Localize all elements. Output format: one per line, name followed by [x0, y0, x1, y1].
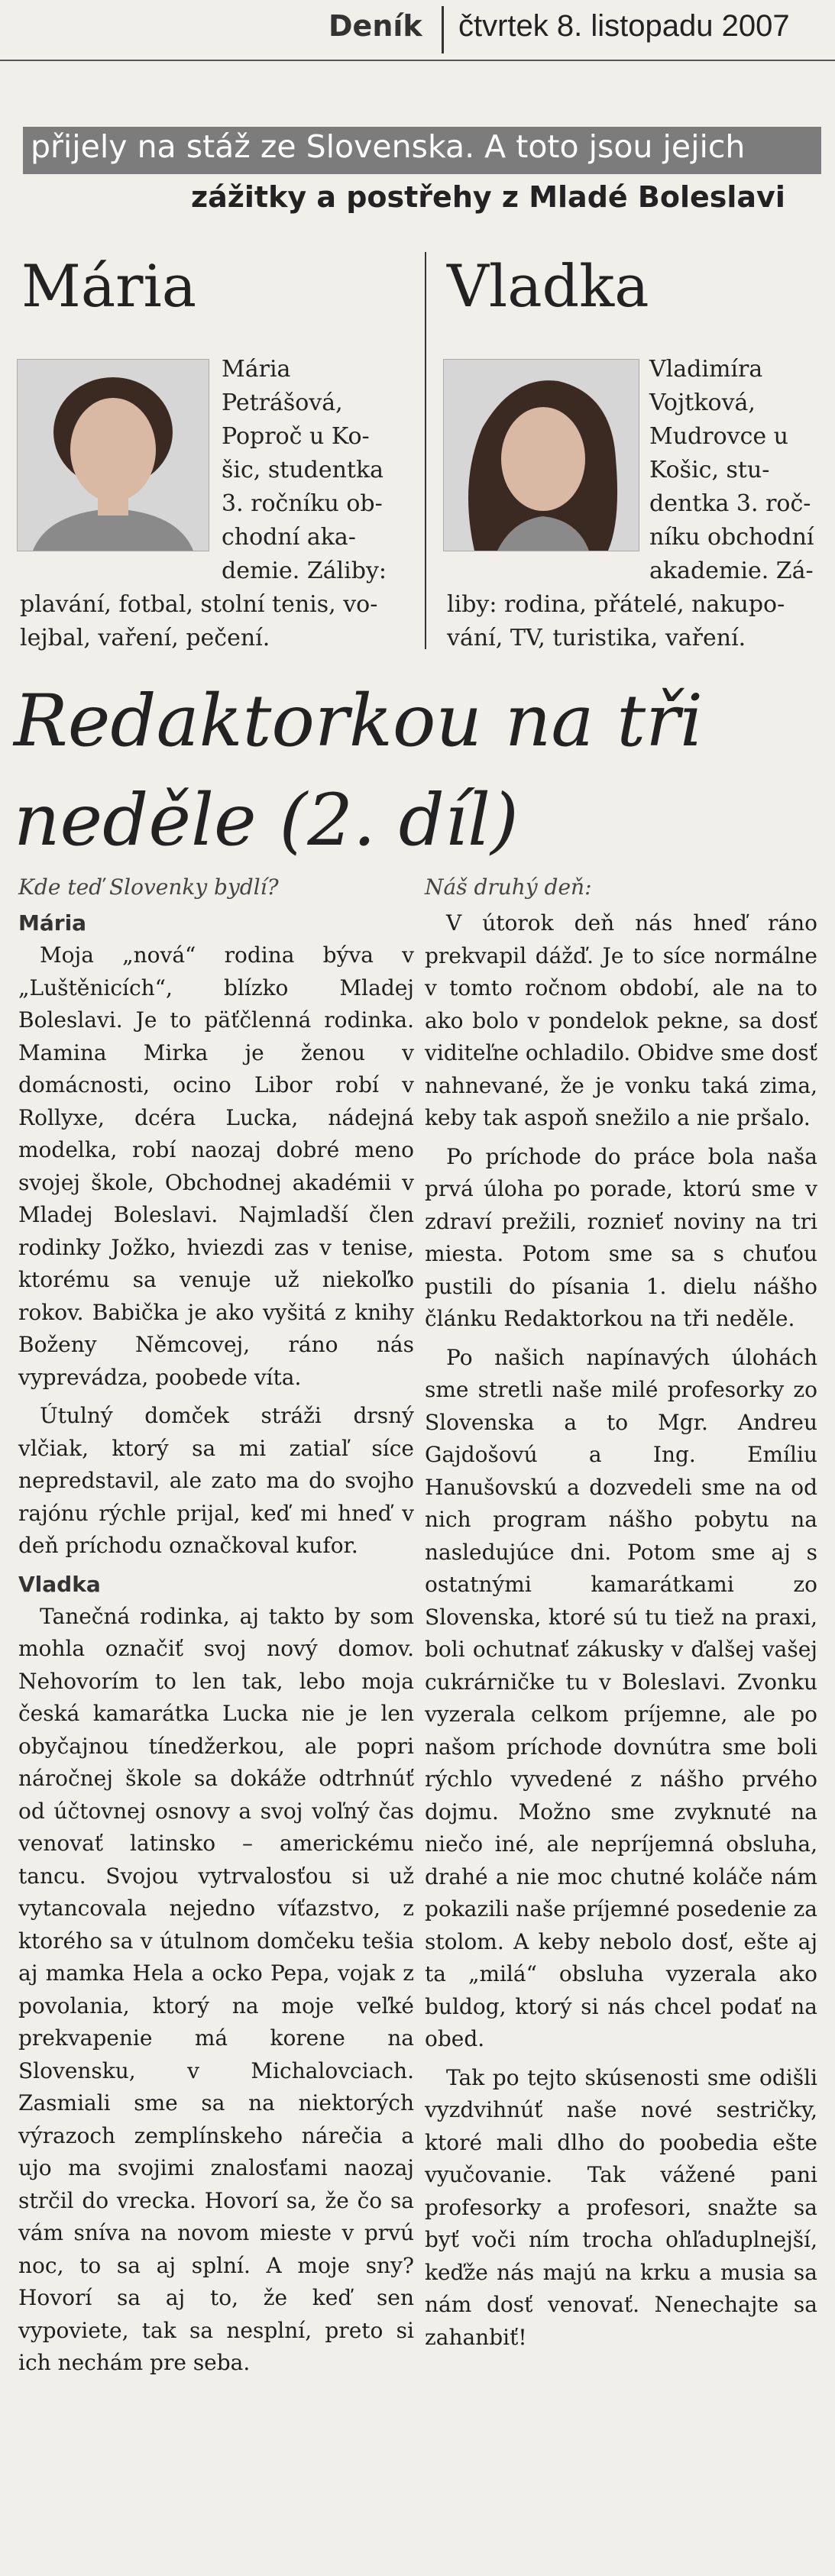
profile-name-vladka: Vladka — [447, 252, 649, 320]
header-divider — [442, 6, 444, 53]
paragraph: Po našich napínavých úlohách sme stretli naše milé profesorky zo Slovenska a to Mgr. Andreu Gajdošovú a Ing. Emíliu Hanušovskú a dozvedeli sme na od nich program nášho pobytu na nasledujúce dni. Potom sme aj s ostatnými kamarátkami zo Slovenska, ktoré sú tu tiež na praxi, boli ochutnať zákusky v ďalšej vašej cukrárničke tu v Boleslavi. Zvonku vyzerala celkom príjemne, ale po našom príchode dovnútra sme boli rýchlo vyvedené z nášho prvého dojmu. Možno sme zvyknuté na niečo iné, ale nepríjemná obsluha, drahé a nie moc chutné koláče nám pokazili naše príjemné posedenie za stolom. A keby nebolo dosť, ešte aj ta „milá“ obsluha vyzerala ako buldog, ktorý si nás chcel podať na obed. — [425, 1344, 817, 2051]
byline-vladka: Vladka — [18, 1571, 101, 1597]
publication-name: Deník — [328, 9, 422, 43]
portrait-vladka-drawing — [444, 360, 639, 551]
profile-divider — [425, 252, 426, 649]
paragraph: Tanečná rodinka, aj takto by som mohla označiť svoj nový domov. Nehovorím to len tak, lebo moja česká kamarátka Lucka nie je len obyčajnou tínedžerkou, ale popri náročnej škole sa dokáže odtrhnúť od účtovnej osnovy a svoj voľný čas venovať latinsko – americkému tancu. Svojou vytrvalosťou si už vytancovala nejedno víťazstvo, z ktorého sa v útulnom domčeku tešia aj mamka Hela a ocko Pepa, vojak z povolania, ktorý na moje veľké prekvapenie má korene na Slovensku, v Michalovciach. Zasmiali sme sa na niektorých výrazoch zemplínskeho nárečia a ujo ma svojimi znalosťami naozaj strčil do vrecka. Hovorí sa, že čo sa vám sníva na novom mieste v prvú noc, to sa aj splní. A moje sny? Hovorí sa aj to, že keď sen vypoviete, tak sa nesplní, preto si ich nechám pre seba. — [18, 1603, 414, 2375]
portrait-maria-drawing — [18, 360, 209, 551]
profile-text-maria-line: demie. Záliby: — [222, 558, 387, 584]
profile-text-maria-line: Petrášová, — [222, 389, 343, 416]
profile-text-vladka-line: Košic, stu- — [649, 457, 770, 483]
profile-text-vladka-line: níku obchodní — [649, 524, 814, 551]
profile-text-maria-line: 3. ročníku ob- — [222, 490, 383, 517]
byline-maria: Mária — [18, 910, 87, 936]
issue-date: čtvrtek 8. listopadu 2007 — [458, 9, 790, 43]
intro-line-2: zážitky a postřehy z Mladé Boleslavi — [191, 180, 785, 214]
profile-text-maria-line: chodní aka- — [222, 524, 356, 551]
paragraph: Útulný domček stráži drsný vlčiak, ktorý sa mi zatiaľ síce nepredstavil, ale zato ma do svojho rajónu rýchle prijal, keď mi hneď v deň príchodu označkoval kufor. — [18, 1403, 414, 1558]
profile-name-maria: Mária — [21, 252, 197, 320]
article-column-left — [18, 871, 414, 2386]
paragraph: Tak po tejto skúsenosti sme odišli vyzdvihnúť naše nové sestričky, ktoré mali dlho do poobedia ešte vyučovanie. Tak vážené pani profesorky a profesori, snažte sa byť voči ním trocha ohľaduplnejší, keďže nás majú na krku a musia sa nám dosť venovať. Nenechajte sa zahanbiť! — [425, 2064, 817, 2350]
headline-line-2: neděle (2. díl) — [14, 779, 519, 862]
paragraph: V útorok deň nás hneď ráno prekvapil dážď. Je to síce normálne v tomto ročnom období, ale na to ako bolo v pondelok pekne, sa dosť viditeľne ochladilo. Obidve sme dosť nahnevané, že je vonku taká zima, keby tak aspoň snežilo a nie pršalo. — [425, 910, 817, 1130]
profile-text-vladka-line: dentka 3. roč- — [649, 490, 811, 517]
profile-text-maria-line: plavání, fotbal, stolní tenis, vo- — [20, 591, 378, 618]
intro-line-1: přijely na stáž ze Slovenska. A toto jsou jejich — [31, 128, 746, 165]
profile-text-vladka-line: akademie. Zá- — [649, 558, 814, 584]
profile-text-maria-line: šic, studentka — [222, 457, 384, 483]
profile-text-vladka-line: liby: rodina, přátelé, nakupo- — [447, 591, 785, 618]
profile-text-vladka-line: Mudrovce u — [649, 423, 789, 450]
profile-text-maria-line: lejbal, vaření, pečení. — [20, 625, 270, 651]
profile-text-maria-line: Mária — [222, 356, 291, 383]
article-column-right — [425, 871, 817, 2360]
paragraph: Po príchode do práce bola naša prvá úloha po porade, ktorú sme v zdraví prežili, roznieť noviny na tri miesta. Potom sme sa s chuťou pustili do písania 1. dielu nášho článku Redaktorkou na tři neděle. — [425, 1143, 817, 1331]
profile-text-vladka-line: vání, TV, turistika, vaření. — [447, 625, 746, 651]
profile-text-vladka-line: Vojtková, — [649, 389, 756, 416]
header-rule — [0, 60, 835, 61]
paragraph: Moja „nová“ rodina býva v „Luštěnicích“, blízko Mladej Boleslavi. Je to päťčlenná rodinka. Mamina Mirka je ženou v domácnosti, ocino Libor robí v Rollyxe, dcéra Lucka, nádejná modelka, robí naozaj dobré meno svojej škole, Obchodnej akadémii v Mladej Boleslavi. Najmladší člen rodinky Jožko, hviezdi zas v tenise, ktorému sa venuje už niekoľko rokov. Babička je ako vyšitá z knihy Boženy Němcovej, ráno nás vyprevádza, poobede víta. — [18, 942, 414, 1390]
subhead-right: Náš druhý deň: — [425, 874, 592, 900]
headline-line-1: Redaktorkou na tři — [14, 680, 704, 763]
profile-text-maria-line: Poproč u Ko- — [222, 423, 370, 450]
portrait-photo-maria — [17, 359, 209, 551]
portrait-photo-vladka — [443, 359, 639, 551]
subhead-left: Kde teď Slovenky bydlí? — [18, 874, 279, 900]
profile-text-vladka-line: Vladimíra — [649, 356, 763, 383]
